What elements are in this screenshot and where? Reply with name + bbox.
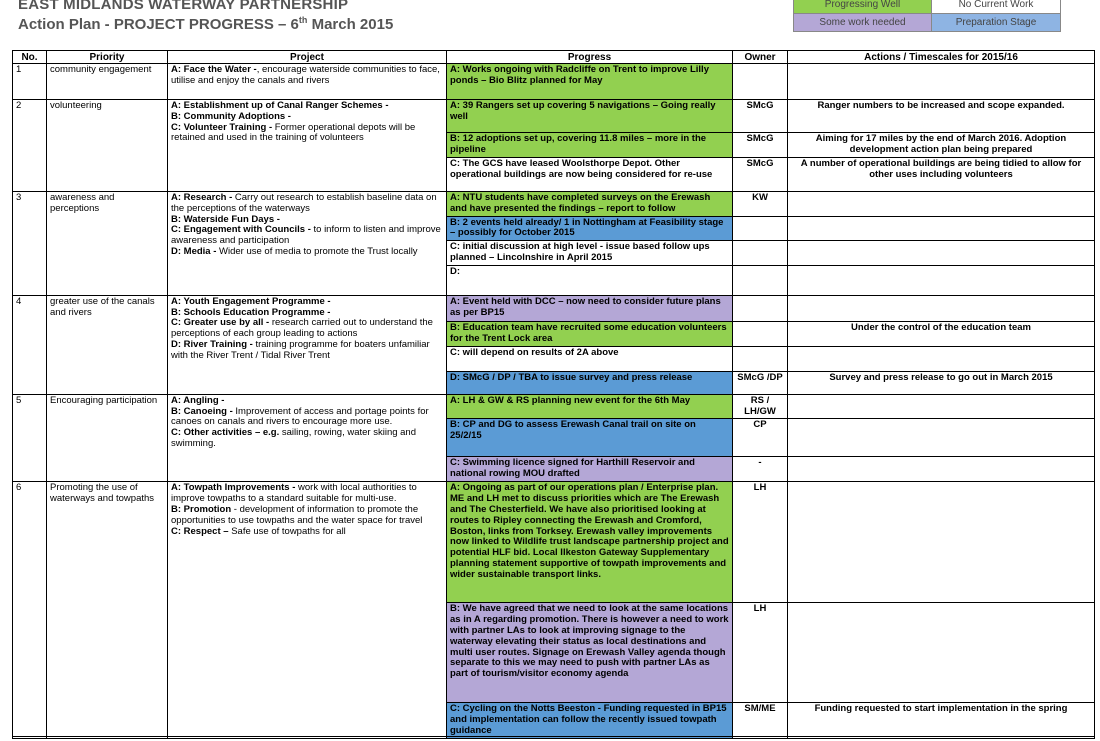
owner-cell bbox=[733, 295, 788, 321]
project-item-text: Safe use of towpaths for all bbox=[228, 525, 346, 537]
row-number: 5 bbox=[13, 394, 47, 482]
project-item-label: C: Greater use by all - bbox=[171, 317, 270, 329]
col-owner-header: Owner bbox=[733, 51, 788, 64]
progress-cell: A: NTU students have completed surveys on the Erewash and have presented the findings – report to follow bbox=[447, 192, 733, 217]
project-cell bbox=[168, 295, 447, 394]
actions-cell bbox=[788, 295, 1095, 321]
project-item-label: D: River Training - bbox=[171, 338, 253, 350]
project-item bbox=[171, 483, 443, 505]
action-plan-table bbox=[12, 50, 1095, 739]
project-item-label: B: Community Adoptions - bbox=[171, 110, 291, 122]
progress-cell: B: We have agreed that we need to look at the same locations as in A regarding promotion. There is however a need to work with partner LAs to look at improving signage to the waterway elevating their status as local destinations and multi user routes. Signage on Erewash Valley agenda though separate to this we may need to push with partner LAs as part of tourism/visitor economy agenda bbox=[447, 603, 733, 703]
actions-cell: Under the control of the education team bbox=[788, 321, 1095, 346]
actions-cell: A number of operational buildings are being tidied to allow for other uses including volunteers bbox=[788, 158, 1095, 192]
project-item bbox=[171, 225, 443, 247]
project-item bbox=[171, 505, 443, 527]
actions-cell bbox=[788, 346, 1095, 371]
project-item-label: C: Engagement with Councils - bbox=[171, 224, 311, 236]
priority-cell: community engagement bbox=[47, 64, 168, 100]
table-row bbox=[13, 394, 1095, 419]
project-item-label: A: Angling - bbox=[171, 394, 225, 406]
progress-cell: B: Education team have recruited some education volunteers for the Trent Lock area bbox=[447, 321, 733, 346]
row-number: 1 bbox=[13, 64, 47, 100]
project-item-label: B: Schools Education Programme - bbox=[171, 306, 331, 318]
actions-cell bbox=[788, 192, 1095, 217]
col-no-header: No. bbox=[13, 51, 47, 64]
project-item bbox=[171, 247, 443, 258]
actions-cell: Ranger numbers to be increased and scope expanded. bbox=[788, 100, 1095, 133]
organisation-title: EAST MIDLANDS WATERWAY PARTNERSHIP bbox=[18, 0, 349, 13]
actions-cell bbox=[788, 394, 1095, 419]
owner-cell: RS / LH/GW bbox=[733, 394, 788, 419]
owner-cell: SMcG bbox=[733, 133, 788, 158]
project-item bbox=[171, 65, 443, 87]
legend-progressing-well: Progressing Well bbox=[794, 0, 932, 14]
project-item-label: C: Volunteer Training - bbox=[171, 121, 273, 133]
project-item-text: research carried out to understand the perceptions of each group leading to actions bbox=[171, 317, 433, 340]
owner-cell: KW bbox=[733, 192, 788, 217]
project-item bbox=[171, 193, 443, 215]
owner-cell bbox=[733, 241, 788, 266]
priority-cell: greater use of the canals and rivers bbox=[47, 295, 168, 394]
owner-cell: SMcG /DP bbox=[733, 371, 788, 394]
progress-cell: B: CP and DG to assess Erewash Canal trail on site on 25/2/15 bbox=[447, 419, 733, 457]
owner-cell: CP bbox=[733, 419, 788, 457]
project-item bbox=[171, 340, 443, 362]
project-item-text: training programme for boaters unfamiliar with the River Trent / Tidal River Trent bbox=[171, 338, 430, 361]
project-item-text: , encourage waterside communities to face, utilise and enjoy the canals and rivers bbox=[171, 64, 440, 86]
progress-cell: C: initial discussion at high level - issue based follow ups planned – Lincolnshire in April 2015 bbox=[447, 241, 733, 266]
project-item-label: B: Promotion bbox=[171, 503, 232, 515]
owner-cell: - bbox=[733, 457, 788, 482]
actions-cell bbox=[788, 603, 1095, 703]
project-item-text: work with local authorities to improve towpaths to a standard suitable for multi-use. bbox=[171, 482, 417, 505]
table-row bbox=[13, 482, 1095, 603]
owner-cell bbox=[733, 64, 788, 100]
table-row bbox=[13, 192, 1095, 217]
project-cell bbox=[168, 482, 447, 738]
progress-cell: A: Ongoing as part of our operations plan / Enterprise plan. ME and LH met to discuss priorities which are The Erewash and The Chesterfield. We have also prioritised looking at routes to Ripley connecting the Erewash and Cromford, Boston, links from Torksey. Erewash valley improvements now linked to Wildlife trust landscape partnership project and potential HLF bid. Local Ilkeston Gateway Supplementary planning statement supportive of towpath improvements and wider sustainable transport links. bbox=[447, 482, 733, 603]
project-cell bbox=[168, 64, 447, 100]
project-item-text: sailing, rowing, water skiing and swimming. bbox=[171, 427, 416, 449]
project-cell bbox=[168, 394, 447, 482]
project-cell bbox=[168, 100, 447, 192]
project-item-label: B: Waterside Fun Days - bbox=[171, 213, 280, 225]
actions-cell bbox=[788, 457, 1095, 482]
progress-cell: A: 39 Rangers set up covering 5 navigations – Going really well bbox=[447, 100, 733, 133]
row-number: 4 bbox=[13, 295, 47, 394]
page-bottom-rule bbox=[12, 736, 1094, 737]
project-item bbox=[171, 527, 443, 538]
page-subtitle bbox=[18, 15, 393, 33]
table-header-row bbox=[13, 51, 1095, 64]
actions-cell bbox=[788, 216, 1095, 241]
priority-cell: volunteering bbox=[47, 100, 168, 192]
progress-cell: D: SMcG / DP / TBA to issue survey and press release bbox=[447, 371, 733, 394]
actions-cell: Aiming for 17 miles by the end of March 2016. Adoption development action plan being prepared bbox=[788, 133, 1095, 158]
owner-cell bbox=[733, 346, 788, 371]
project-item-label: D: Media - bbox=[171, 245, 217, 257]
subtitle-date: March 2015 bbox=[307, 16, 394, 33]
actions-cell bbox=[788, 64, 1095, 100]
project-item-label: A: Establishment up of Canal Ranger Schemes - bbox=[171, 100, 389, 111]
project-item-label: A: Research - bbox=[171, 192, 233, 203]
owner-cell: LH bbox=[733, 482, 788, 603]
project-item-text: Improvement of access and portage points for canoes on canals and rivers to encourage more use. bbox=[171, 405, 429, 428]
owner-cell: SMcG bbox=[733, 100, 788, 133]
project-item-text: to inform to listen and improve awareness and participation bbox=[171, 224, 441, 247]
row-number: 3 bbox=[13, 192, 47, 296]
owner-cell bbox=[733, 321, 788, 346]
actions-cell bbox=[788, 482, 1095, 603]
priority-cell: Encouraging participation bbox=[47, 394, 168, 482]
project-cell bbox=[168, 192, 447, 296]
project-item-label: C: Respect – bbox=[171, 525, 229, 537]
project-item bbox=[171, 318, 443, 340]
owner-cell: SMcG bbox=[733, 158, 788, 192]
project-item bbox=[171, 428, 443, 450]
table-row bbox=[13, 100, 1095, 133]
progress-cell: A: LH & GW & RS planning new event for the 6th May bbox=[447, 394, 733, 419]
actions-cell bbox=[788, 419, 1095, 457]
priority-cell: Promoting the use of waterways and towpaths bbox=[47, 482, 168, 738]
table-row bbox=[13, 295, 1095, 321]
project-item-text: Carry out research to establish baseline data on the perceptions of the waterways bbox=[171, 192, 437, 214]
progress-cell: A: Event held with DCC – now need to consider future plans as per BP15 bbox=[447, 295, 733, 321]
subtitle-ordinal: th bbox=[298, 15, 308, 25]
progress-cell: C: Swimming licence signed for Harthill Reservoir and national rowing MOU drafted bbox=[447, 457, 733, 482]
col-actions-header: Actions / Timescales for 2015/16 bbox=[788, 51, 1095, 64]
project-item-label: A: Face the Water - bbox=[171, 64, 257, 75]
owner-cell: LH bbox=[733, 603, 788, 703]
actions-cell bbox=[788, 265, 1095, 295]
project-item-text: Former operational depots will be retained and used in the training of volunteers bbox=[171, 121, 416, 144]
col-progress-header: Progress bbox=[447, 51, 733, 64]
table-row bbox=[13, 64, 1095, 100]
legend-no-current-work: No Current Work bbox=[932, 0, 1061, 14]
owner-cell: SM/ME bbox=[733, 703, 788, 738]
actions-cell bbox=[788, 241, 1095, 266]
progress-cell: B: 2 events held already/ 1 in Nottingham at Feasibility stage – possibly for October 2015 bbox=[447, 216, 733, 241]
owner-cell bbox=[733, 216, 788, 241]
progress-cell: A: Works ongoing with Radcliffe on Trent to improve Lilly ponds – Bio Blitz planned for May bbox=[447, 64, 733, 100]
progress-cell: D: bbox=[447, 265, 733, 295]
progress-cell: C: will depend on results of 2A above bbox=[447, 346, 733, 371]
project-item-label: C: Other activities – e.g. bbox=[171, 427, 280, 439]
row-number: 6 bbox=[13, 482, 47, 738]
project-item-text: - development of information to promote the opportunities to use towpaths and the water space for travel bbox=[171, 503, 423, 526]
progress-cell: C: Cycling on the Notts Beeston - Funding requested in BP15 and implementation can follow the recently issued towpath guidance bbox=[447, 703, 733, 738]
owner-cell bbox=[733, 265, 788, 295]
row-number: 2 bbox=[13, 100, 47, 192]
progress-cell: C: The GCS have leased Woolsthorpe Depot. Other operational buildings are now being considered for re-use bbox=[447, 158, 733, 192]
project-item bbox=[171, 123, 443, 145]
project-item-label: A: Youth Engagement Programme - bbox=[171, 295, 331, 307]
priority-cell: awareness and perceptions bbox=[47, 192, 168, 296]
project-item-label: B: Canoeing - bbox=[171, 405, 233, 417]
subtitle-main: Action Plan - PROJECT PROGRESS – 6 bbox=[18, 16, 299, 33]
col-project-header: Project bbox=[168, 51, 447, 64]
project-item bbox=[171, 407, 443, 429]
project-item-text: Wider use of media to promote the Trust locally bbox=[216, 245, 418, 257]
actions-cell: Funding requested to start implementation in the spring bbox=[788, 703, 1095, 738]
col-priority-header: Priority bbox=[47, 51, 168, 64]
legend-preparation-stage: Preparation Stage bbox=[932, 14, 1061, 32]
project-item-label: A: Towpath Improvements - bbox=[171, 482, 296, 494]
actions-cell: Survey and press release to go out in March 2015 bbox=[788, 371, 1095, 394]
status-legend bbox=[793, 0, 1061, 32]
legend-some-work-needed: Some work needed bbox=[794, 14, 932, 32]
progress-cell: B: 12 adoptions set up, covering 11.8 miles – more in the pipeline bbox=[447, 133, 733, 158]
